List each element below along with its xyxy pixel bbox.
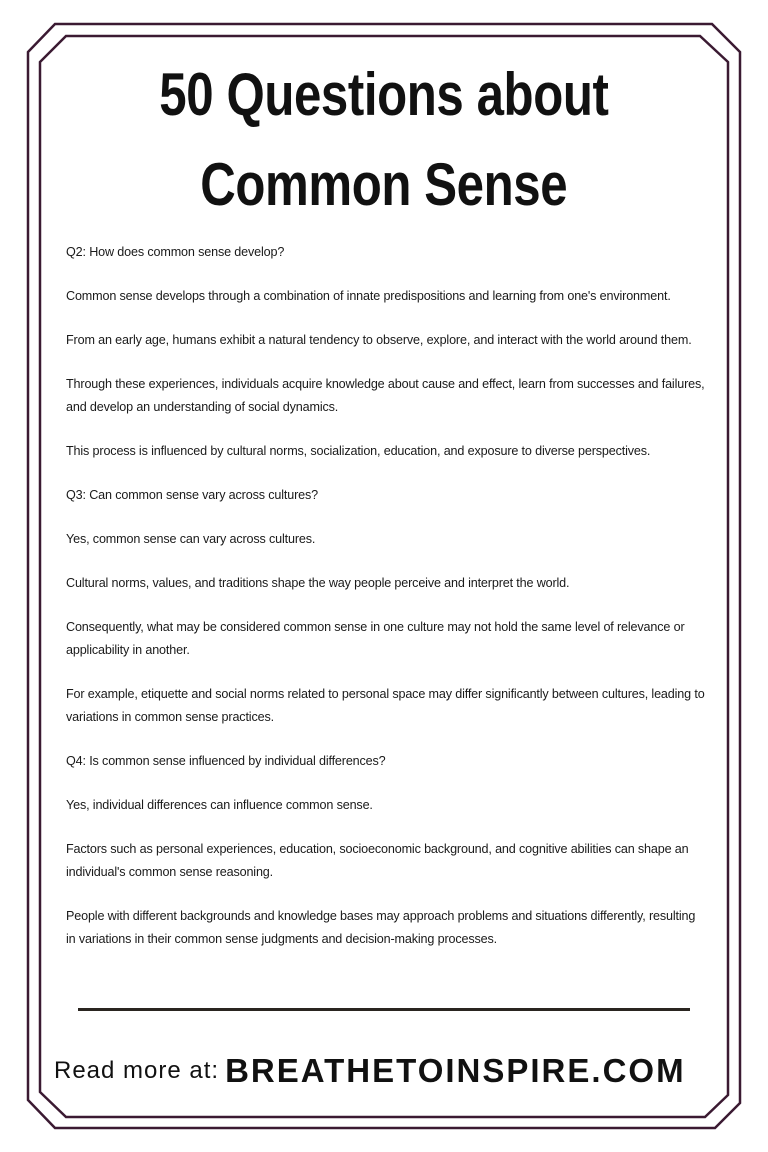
title-text: Common Sense <box>200 151 568 218</box>
paragraph: Yes, individual differences can influence common sense. <box>66 798 373 812</box>
site-link[interactable]: BREATHETOINSPIRE.COM <box>225 1052 686 1089</box>
paragraph: Cultural norms, values, and traditions shape the way people perceive and interpret the world. <box>66 576 570 590</box>
question-heading: Q4: Is common sense influenced by individual differences? <box>66 754 386 768</box>
paragraph: Factors such as personal experiences, education, socioeconomic background, and cognitive abilities can shape an individual's common sense reasoning. <box>66 842 689 879</box>
paragraph: For example, etiquette and social norms related to personal space may differ significantly between cultures, leading to variations in common sense practices. <box>66 687 705 724</box>
footer <box>54 1052 734 1090</box>
page-title-line-2 <box>0 140 768 230</box>
divider <box>78 1008 690 1011</box>
paragraph: Common sense develops through a combination of innate predispositions and learning from one's environment. <box>66 289 671 303</box>
paragraph: From an early age, humans exhibit a natural tendency to observe, explore, and interact with the world around them. <box>66 333 692 347</box>
article-body <box>66 241 706 972</box>
paragraph: People with different backgrounds and knowledge bases may approach problems and situations differently, resulting in variations in their common sense judgments and decision-making processes. <box>66 909 696 946</box>
title-text: 50 Questions about <box>159 61 609 128</box>
paragraph: Consequently, what may be considered common sense in one culture may not hold the same level of relevance or applicability in another. <box>66 620 685 657</box>
question-heading: Q2: How does common sense develop? <box>66 245 285 259</box>
paragraph: Yes, common sense can vary across cultures. <box>66 532 316 546</box>
paragraph: This process is influenced by cultural norms, socialization, education, and exposure to diverse perspectives. <box>66 444 651 458</box>
read-more-label: Read more at: <box>54 1057 220 1084</box>
page-title-line-1 <box>0 50 768 140</box>
paragraph: Through these experiences, individuals acquire knowledge about cause and effect, learn from successes and failures, and develop an understanding of social dynamics. <box>66 377 705 414</box>
question-heading: Q3: Can common sense vary across cultures? <box>66 488 318 502</box>
